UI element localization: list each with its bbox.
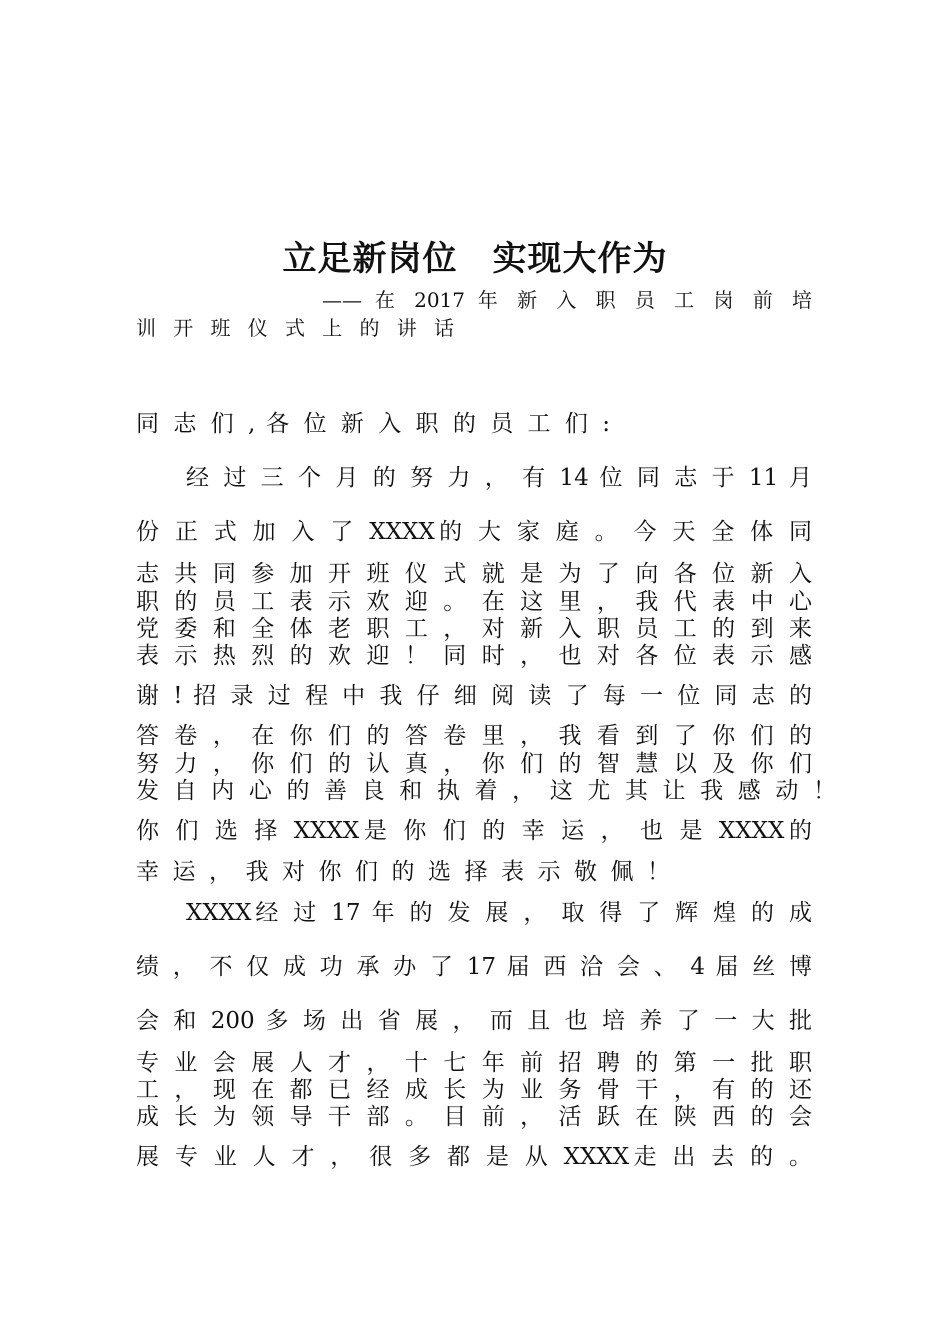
paragraph1-line: 幸 运 ， 我 对 你 们 的 选 择 表 示 敬 佩 ！ (136, 859, 670, 885)
paragraph1-line: 经 过 三 个 月 的 努 力 ， 有 14 位 同 志 于 11 月 (186, 465, 812, 491)
subtitle-line-2: 训 开 班 仪 式 上 的 讲 话 (136, 316, 454, 340)
paragraph1-line: 发 自 内 心 的 善 良 和 执 着 ， 这 尤 其 让 我 感 动 ！ (136, 778, 836, 804)
paragraph2-line: 会 和 200 多 场 出 省 展 ， 而 且 也 培 养 了 一 大 批 (136, 1008, 813, 1034)
salutation: 同 志 们 , 各 位 新 入 职 的 员 工 们 : (136, 411, 610, 437)
paragraph2-line: XXXX经 过 17 年 的 发 展 ， 取 得 了 辉 煌 的 成 (186, 900, 812, 926)
paragraph2-line: 绩 ， 不 仅 成 功 承 办 了 17 届 西 洽 会 、 4 届 丝 博 (136, 954, 812, 980)
paragraph1-line: 表 示 热 烈 的 欢 迎 ！ 同 时 ， 也 对 各 位 表 示 感 (136, 643, 812, 669)
paragraph1-line: 答 卷 ， 在 你 们 的 答 卷 里 ， 我 看 到 了 你 们 的 (136, 723, 812, 749)
paragraph1-line: 党 委 和 全 体 老 职 工 ， 对 新 入 职 员 工 的 到 来 (136, 616, 812, 642)
paragraph2-line: 成 长 为 领 导 干 部 。 目 前 ， 活 跃 在 陕 西 的 会 (136, 1104, 812, 1130)
paragraph1-line: 你 们 选 择 XXXX是 你 们 的 幸 运 ， 也 是 XXXX的 (136, 818, 812, 844)
paragraph1-line: 努 力 ， 你 们 的 认 真 ， 你 们 的 智 慧 以 及 你 们 (136, 751, 812, 777)
paragraph2-line: 工 ， 现 在 都 已 经 成 长 为 业 务 骨 干 ， 有 的 还 (136, 1077, 812, 1103)
paragraph1-line: 职 的 员 工 表 示 欢 迎 。 在 这 里 ， 我 代 表 中 心 (136, 589, 812, 615)
subtitle-line-1: —— 在 2017 年 新 入 职 员 工 岗 前 培 (322, 288, 812, 312)
document-title: 立足新岗位 实现大作为 (282, 239, 668, 279)
paragraph1-line: 份 正 式 加 入 了 XXXX的 大 家 庭 。 今 天 全 体 同 (136, 519, 812, 545)
paragraph2-line: 展 专 业 人 才 ， 很 多 都 是 从 XXXX走 出 去 的 。 (136, 1144, 812, 1170)
paragraph1-line: 谢 ! 招 录 过 程 中 我 仔 细 阅 读 了 每 一 位 同 志 的 (136, 683, 812, 709)
paragraph1-line: 志 共 同 参 加 开 班 仪 式 就 是 为 了 向 各 位 新 入 (136, 561, 812, 587)
paragraph2-line: 专 业 会 展 人 才 ， 十 七 年 前 招 聘 的 第 一 批 职 (136, 1050, 812, 1076)
